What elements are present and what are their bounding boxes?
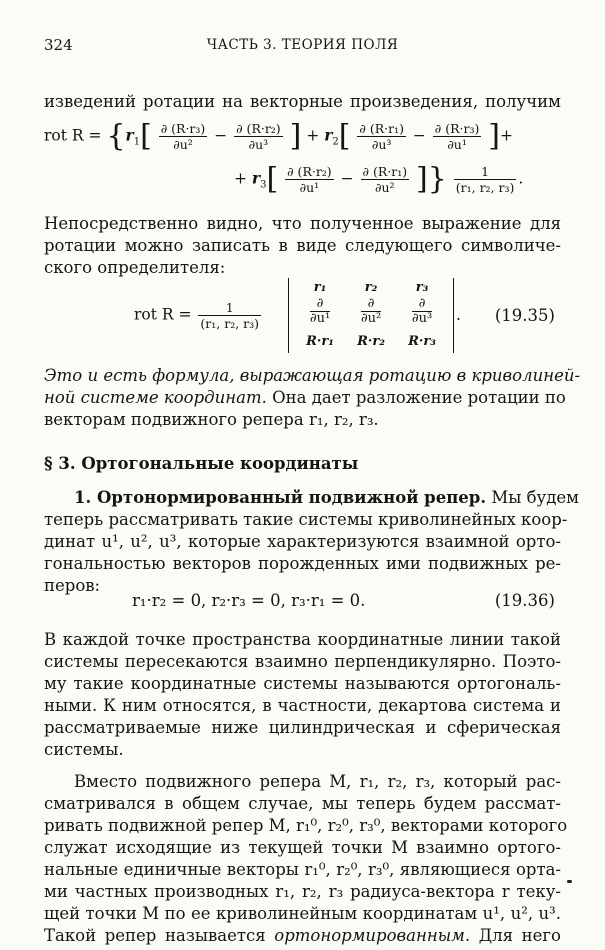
frac: $\frac{\text{∂ (R·r₂)}}{\text{∂u³}}$ <box>236 121 281 152</box>
page-header <box>44 36 561 60</box>
paragraph-line: Это и есть формула, выражающая ротацию в криволиней- <box>44 366 581 385</box>
det-cell: r₃ <box>415 280 429 295</box>
ink-spot <box>567 880 572 883</box>
rot-formula-line-2: + $r_3$[ $\frac{\text{∂ (R·r₂)}}{\text{∂u¹}}$ − $\frac{\text{∂ (R·r₁)}}{\text{∂u²}}$ ]} $\frac{1}{\text{(r₁, r₂, r₃)}}$ . <box>234 161 524 197</box>
paragraph-line: ривать подвижной репер M, r₁⁰, r₂⁰, r₃⁰, векторами которого <box>44 816 568 835</box>
determinant: r₁ r₂ r₃ ∂ ∂u¹ ∂ ∂u² ∂ ∂u³ R·r₁ R·r₂ R·r₃ <box>288 278 454 353</box>
det-cell: R·r₁ <box>306 334 334 349</box>
rot-formula-line-1: rot $R = \{r_1$[ $\frac{\text{∂ (R·r₃)}}{\text{∂u²}}$ − $\frac{\text{∂ (R·r₂)}}{\text{∂u³}}$ ] + $r_2$[ $\frac{\text{∂ (R·r₁)}}{\text{∂u³}}$ − $\frac{\text{∂ (R·r₃)}}{\text{∂u¹}}$ ]+ <box>44 118 514 154</box>
det-cell: r₁ <box>313 280 327 295</box>
paragraph-line: нальные единичные векторы r₁⁰, r₂⁰, r₃⁰, являющиеся орта- <box>44 860 561 879</box>
det-cell: R·r₂ <box>357 334 385 349</box>
det-cell: ∂u¹ <box>309 311 331 326</box>
paragraph-line: В каждой точке пространства координатные линии такой <box>44 630 561 649</box>
paragraph-line: Такой репер называется ортонормированным. Для него <box>44 926 561 945</box>
det-formula-lhs: rot R = $\frac{1}{\text{(r₁, r₂, r₃)}}$ <box>134 300 260 331</box>
paragraph-line: перов: <box>44 576 101 595</box>
frac: $\frac{\text{∂ (R·r₂)}}{\text{∂u¹}}$ <box>287 164 332 195</box>
book-page: 324 ЧАСТЬ 3. ТЕОРИЯ ПОЛЯ изведений ротации на векторные произведения, получим rot $R = \{r_1$[ $\frac{\text{∂ (R·r₃)}}{\text{∂u²}}$ − $\frac{\text{∂ (R·r₂)}}{\text{∂u³}}$ ] + $r_2$[ $\frac{\text{∂ (R·r₁)}}{\text{∂u³}}$ − $\frac{\text{∂ (R·r₃)}}{\text{∂u¹}}$ ]+ + $r_3$[ $\frac{\text{∂ (R·r₂)}}{\text{∂u¹}}$ − $\frac{\text{∂ (R·r₁)}}{\text{∂u²}}$ ]} $\frac{1}{\text{(r₁, r₂, r₃)}}$ . Непосредственно видно, что полученное выражение для ротации можно записать в виде следующего символиче- ского определителя: rot R = $\frac{1}{\text{(r₁, r₂, r₃)}}$ r₁ r₂ r₃ ∂ ∂u¹ ∂ ∂u² ∂ ∂u³ R·r₁ R·r₂ R·r₃ . (19.35) Это и есть формула, выражающая ротацию в криволиней- ной системе координат. Она дает разложение ротации по векторам подвижного репера r₁, r₂, r₃. § 3. Ортогональные координаты 1. Ортонормированный подвижной репер. Мы будем теперь рассматривать такие системы криволинейных коор- динат u¹, u², u³, которые характеризуются взаимной орто- гональностью векторов порожденных ими подвижных ре- перов: r₁·r₂ = 0, r₂·r₃ = 0, r₃·r₁ = 0. (19.36) В каждой точке пространства координатные линии такой системы пересекаются взаимно перпендикулярно. Поэто- му такие координатные системы называются ортогональ- ными. К ним относятся, в частности, декартова система и рассматриваемые ниже цилиндрическая и сферическая системы. Вместо подвижного репера M, r₁, r₂, r₃, который рас- сматривался в общем случае, мы теперь будем рассмат- ривать подвижной репер M, r₁⁰, r₂⁰, r₃⁰, векторами которого служат исходящие из текущей точки M взаимно ортого- нальные единичные векторы r₁⁰, r₂⁰, r₃⁰, являющиеся орта- ми частных производных r₁, r₂, r₃ радиуса-вектора r теку- щей точки M по ее криволинейным координатам u¹, u², u³. Такой репер называется ортонормированным. Для него <box>44 36 581 945</box>
det-cell: R·r₃ <box>408 334 436 349</box>
frac: $\frac{\text{∂ (R·r₃)}}{\text{∂u¹}}$ <box>434 121 480 152</box>
paragraph-line: сматривался в общем случае, мы теперь будем рассмат- <box>44 794 561 813</box>
frac: $\frac{1}{\text{(r₁, r₂, r₃)}}$ <box>455 164 515 195</box>
paragraph-line: ными. К ним относятся, в частности, декартова система и <box>44 696 561 715</box>
frac: $\frac{\text{∂ (R·r₁)}}{\text{∂u²}}$ <box>362 164 408 195</box>
paragraph-line: Вместо подвижного репера M, r₁, r₂, r₃, который рас- <box>74 772 561 791</box>
orthogonality-equation: r₁·r₂ = 0, r₂·r₃ = 0, r₃·r₁ = 0. <box>132 591 366 610</box>
paragraph-line: ротации можно записать в виде следующего символиче- <box>44 236 561 255</box>
paragraph-line: щей точки M по ее криволинейным координатам u¹, u², u³. <box>44 904 561 923</box>
paragraph-line: Непосредственно видно, что полученное выражение для <box>44 214 561 233</box>
paragraph-line: ми частных производных r₁, r₂, r₃ радиуса-вектора r теку- <box>44 882 561 901</box>
frac: $\frac{\text{∂ (R·r₁)}}{\text{∂u³}}$ <box>359 121 404 152</box>
paragraph-line: му такие координатные системы называются ортогональ- <box>44 674 561 693</box>
frac: $\frac{1}{\text{(r₁, r₂, r₃)}}$ <box>200 300 260 331</box>
paragraph-line: динат u¹, u², u³, которые характеризуются взаимной орто- <box>44 532 561 551</box>
det-cell: ∂u² <box>360 311 382 326</box>
intro-line: изведений ротации на векторные произведения, получим <box>44 92 561 111</box>
paragraph-line: векторам подвижного репера r₁, r₂, r₃. <box>44 410 379 429</box>
paragraph-line: рассматриваемые ниже цилиндрическая и сферическая <box>44 718 561 737</box>
rot-lhs: rot R = <box>44 126 102 145</box>
det-cell: r₂ <box>364 280 378 295</box>
running-title: ЧАСТЬ 3. ТЕОРИЯ ПОЛЯ <box>206 37 399 53</box>
paragraph-line: системы. <box>44 740 124 759</box>
section-heading: § 3. Ортогональные координаты <box>44 454 359 473</box>
paragraph-line: системы пересекаются взаимно перпендикулярно. Поэто- <box>44 652 561 671</box>
paragraph-line: служат исходящие из текущей точки M взаимно ортого- <box>44 838 561 857</box>
page-number: 324 <box>44 36 73 54</box>
frac: $\frac{\text{∂ (R·r₃)}}{\text{∂u²}}$ <box>160 121 206 152</box>
paragraph-line: гональностью векторов порожденных ими подвижных ре- <box>44 554 561 573</box>
equation-number: (19.36) <box>494 591 555 610</box>
paragraph-line: 1. Ортонормированный подвижной репер. Мы будем <box>74 488 579 507</box>
paragraph-line: ского определителя: <box>44 258 226 277</box>
subsection-title: 1. Ортонормированный подвижной репер. <box>74 488 487 507</box>
equation-number: (19.35) <box>494 306 555 325</box>
det-cell: ∂u³ <box>411 311 433 326</box>
paragraph-line: ной системе координат. Она дает разложение ротации по <box>44 388 566 407</box>
paragraph-line: теперь рассматривать такие системы криволинейных коор- <box>44 510 568 529</box>
